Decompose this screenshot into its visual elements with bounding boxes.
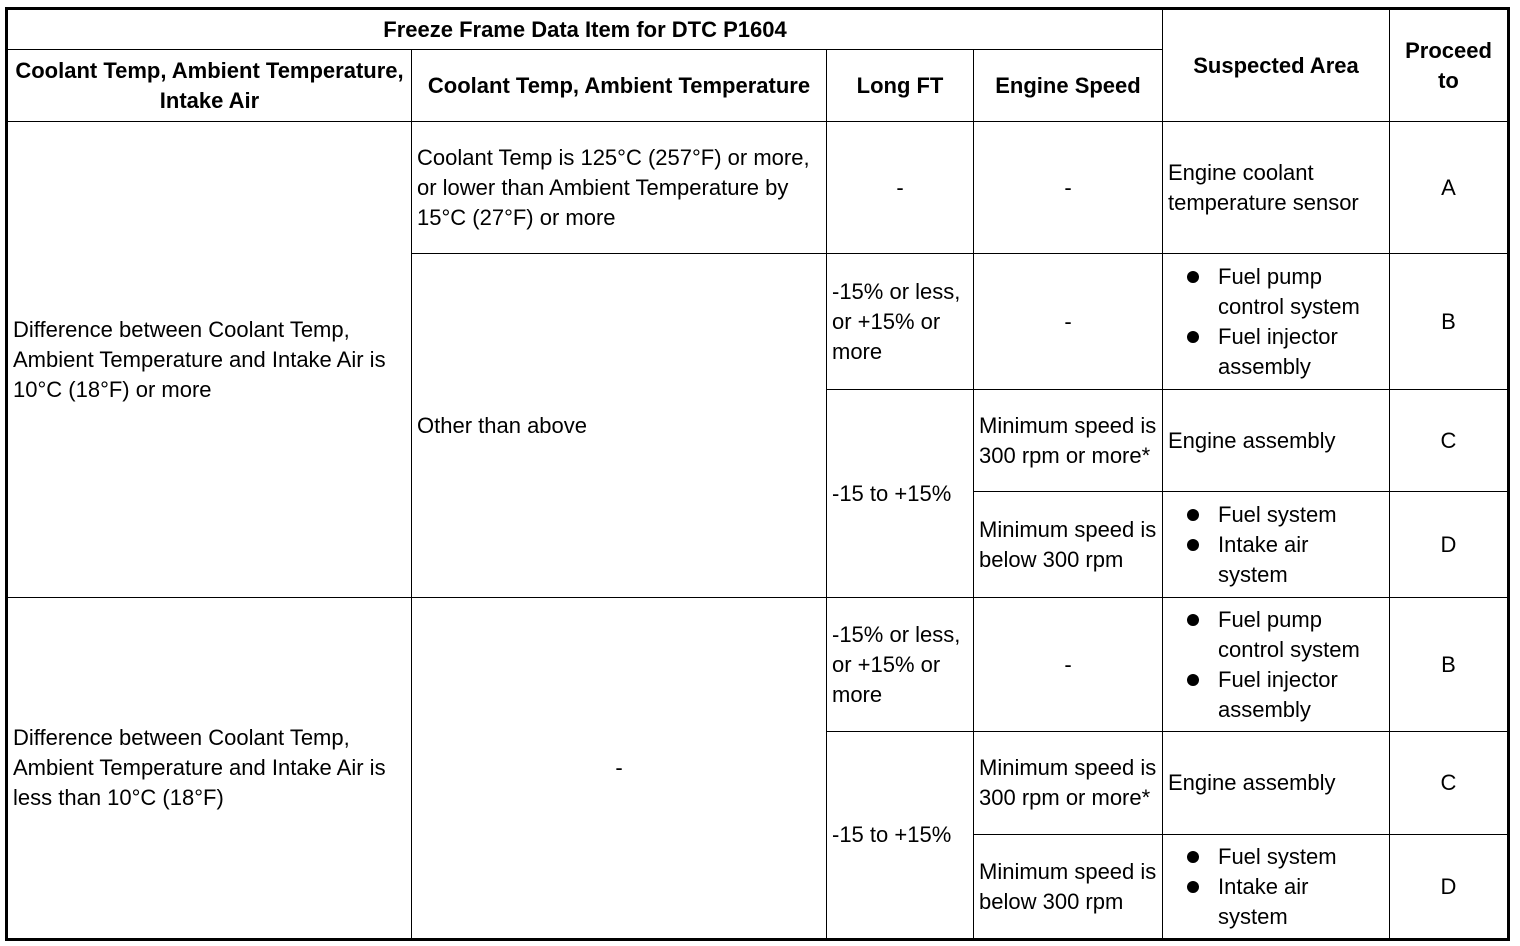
group2-row-c-proceed: C [1390, 732, 1509, 835]
group1-row-a-long-ft: - [827, 122, 974, 254]
freeze-frame-table [5, 7, 1510, 941]
list-item: Fuel injector assembly [1168, 322, 1384, 382]
col-coolant-ambient-header: Coolant Temp, Ambient Temperature [412, 50, 827, 122]
group2-long-ft-range: -15 to +15% [827, 732, 974, 940]
group1-row-a-proceed: A [1390, 122, 1509, 254]
group2-coolant: - [412, 598, 827, 940]
list-item: Fuel pump control system [1168, 262, 1384, 322]
list-item: Fuel injector assembly [1168, 665, 1384, 725]
group1-row-c-engine-speed: Minimum speed is 300 rpm or more* [974, 390, 1163, 492]
group2-row-d-engine-speed: Minimum speed is below 300 rpm [974, 835, 1163, 940]
list-item: Fuel pump control system [1168, 605, 1384, 665]
freeze-frame-title: Freeze Frame Data Item for DTC P1604 [7, 9, 1163, 50]
engine-speed-header: Engine Speed [974, 50, 1163, 122]
group2-condition: Difference between Coolant Temp, Ambient Temperature and Intake Air is less than 10°C (18°F) [7, 598, 412, 940]
group1-long-ft-range: -15 to +15% [827, 390, 974, 598]
group1-row-b-proceed: B [1390, 254, 1509, 390]
proceed-to-header: Proceed to [1390, 9, 1509, 122]
group2-row-b-area [1163, 598, 1390, 732]
group1-row-d-proceed: D [1390, 492, 1509, 598]
group2-row-b-long-ft: -15% or less, or +15% or more [827, 598, 974, 732]
long-ft-header: Long FT [827, 50, 974, 122]
list-item: Intake air system [1168, 872, 1384, 932]
group1-row-b-long-ft: -15% or less, or +15% or more [827, 254, 974, 390]
group1-row-b-area [1163, 254, 1390, 390]
list-item: Fuel system [1168, 842, 1384, 872]
group1-row-b-engine-speed: - [974, 254, 1163, 390]
suspected-area-header: Suspected Area [1163, 9, 1390, 122]
group1-row-d-engine-speed: Minimum speed is below 300 rpm [974, 492, 1163, 598]
list-item: Fuel system [1168, 500, 1384, 530]
group1-row-a-area: Engine coolant temperature sensor [1163, 122, 1390, 254]
group1-row-c-area: Engine assembly [1163, 390, 1390, 492]
group1-other-than-above: Other than above [412, 254, 827, 598]
group1-row-a-engine-speed: - [974, 122, 1163, 254]
col-intake-air-header: Coolant Temp, Ambient Temperature, Intake Air [7, 50, 412, 122]
list-item: Intake air system [1168, 530, 1384, 590]
group2-row-b-engine-speed: - [974, 598, 1163, 732]
group2-row-c-engine-speed: Minimum speed is 300 rpm or more* [974, 732, 1163, 835]
group2-row-c-area: Engine assembly [1163, 732, 1390, 835]
group1-row-a-coolant: Coolant Temp is 125°C (257°F) or more, or lower than Ambient Temperature by 15°C (27°F) or more [412, 122, 827, 254]
group2-row-d-proceed: D [1390, 835, 1509, 940]
group2-row-b-proceed: B [1390, 598, 1509, 732]
group1-condition: Difference between Coolant Temp, Ambient Temperature and Intake Air is 10°C (18°F) or more [7, 122, 412, 598]
group1-row-c-proceed: C [1390, 390, 1509, 492]
group1-row-d-area [1163, 492, 1390, 598]
group2-row-d-area [1163, 835, 1390, 940]
